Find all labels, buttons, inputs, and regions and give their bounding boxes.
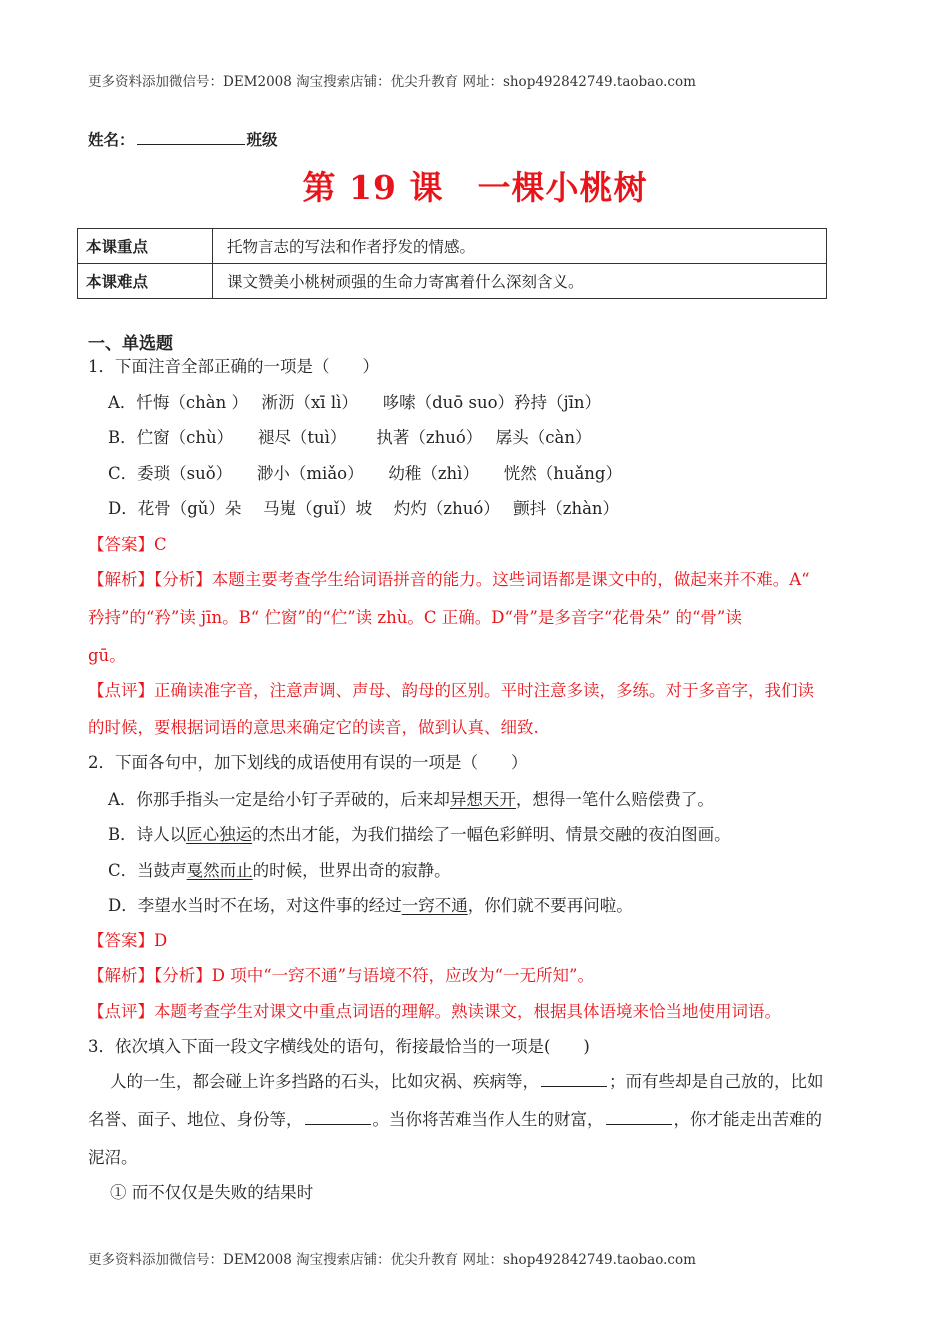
q3-item-1: ① 而不仅仅是失败的结果时 bbox=[110, 1183, 314, 1202]
q2-option-text: 的时候，世界出奇的寂静。 bbox=[252, 861, 451, 880]
q1-option-d: D．花骨（gǔ）朵 马嵬（guǐ）坡 灼灼（zhuó） 颤抖（zhàn） bbox=[108, 499, 620, 518]
q2-option-a bbox=[108, 786, 714, 810]
q1-stem: 1．下面注音全部正确的一项是（ ） bbox=[88, 357, 379, 376]
lesson-info-table bbox=[77, 228, 827, 299]
fill-blank[interactable] bbox=[541, 1072, 607, 1087]
q1-analysis-line-1: 【解析】【分析】本题主要考查学生给词语拼音的能力。这些词语都是课文中的，做起来并不难。A“ bbox=[88, 570, 810, 589]
fill-blank[interactable] bbox=[606, 1110, 672, 1125]
q1-answer: 【答案】C bbox=[88, 535, 167, 554]
key-point-value: 托物言志的写法和作者抒发的情感。 bbox=[213, 229, 827, 264]
underlined-idiom: 戛然而止 bbox=[186, 861, 253, 880]
page-header: 更多资料添加微信号：DEM2008 淘宝搜索店铺：优尖升教育 网址：shop492842749.taobao.com bbox=[88, 74, 696, 90]
q1-option-c: C．委琐（suǒ） 渺小（miǎo） 幼稚（zhì） 恍然（huǎng） bbox=[108, 464, 622, 483]
lesson-title: 第 19 课 一棵小桃树 bbox=[302, 168, 648, 207]
student-info-row bbox=[88, 128, 278, 150]
q2-option-c bbox=[108, 857, 451, 881]
q2-option-d bbox=[108, 892, 633, 916]
q2-option-text: 的杰出才能，为我们描绘了一幅色彩鲜明、情景交融的夜泊图画。 bbox=[252, 825, 731, 844]
q1-option-b: B．伫窗（chù） 褪尽（tuì） 执著（zhuó） 孱头（càn） bbox=[108, 428, 592, 447]
q2-analysis: 【解析】【分析】D 项中“一窍不通”与语境不符，应改为“一无所知”。 bbox=[88, 966, 594, 985]
q3-text: 。当你将苦难当作人生的财富， bbox=[372, 1110, 604, 1129]
q2-option-text: ，想得一笔什么赔偿费了。 bbox=[515, 790, 714, 809]
q1-analysis-line-3: gū。 bbox=[88, 646, 126, 665]
q1-analysis-line-2: 矜持”的“矜”读 jīn。B“ 伫窗”的“伫”读 zhù。C 正确。D“骨”是多音字“花骨朵” 的“骨”读 bbox=[88, 608, 742, 627]
q2-option-b bbox=[108, 821, 731, 845]
name-label: 姓名： bbox=[88, 130, 135, 149]
class-label: 班级 bbox=[246, 130, 278, 149]
q1-option-a: A．忏悔（chàn ） 淅沥（xī lì） 哆嗦（duō suo）矜持（jīn） bbox=[108, 393, 602, 412]
q3-text: ，你才能走出苦难的 bbox=[673, 1110, 822, 1129]
q2-option-text: B．诗人以 bbox=[108, 825, 187, 844]
q2-option-text: ，你们就不要再问啦。 bbox=[467, 896, 633, 915]
q3-text: 人的一生，都会碰上许多挡路的石头，比如灾祸、疾病等， bbox=[110, 1072, 539, 1091]
underlined-idiom: 一窍不通 bbox=[401, 896, 468, 915]
q2-stem: 2．下面各句中，加下划线的成语使用有误的一项是（ ） bbox=[88, 753, 528, 772]
difficulty-value: 课文赞美小桃树顽强的生命力寄寓着什么深刻含义。 bbox=[213, 264, 827, 299]
difficulty-label: 本课难点 bbox=[78, 264, 213, 299]
fill-blank[interactable] bbox=[305, 1110, 371, 1125]
table-row bbox=[78, 229, 827, 264]
key-point-label: 本课重点 bbox=[78, 229, 213, 264]
q3-paragraph-line-2 bbox=[88, 1106, 822, 1130]
q2-answer: 【答案】D bbox=[88, 931, 168, 950]
q1-comment-line-1: 【点评】正确读准字音，注意声调、声母、韵母的区别。平时注意多读，多练。对于多音字，我们读 bbox=[88, 681, 814, 700]
q3-stem: 3．依次填入下面一段文字横线处的语句，衔接最恰当的一项是( ) bbox=[88, 1037, 590, 1056]
q2-option-text: D．李望水当时不在场，对这件事的经过 bbox=[108, 896, 402, 915]
q3-paragraph-line-1 bbox=[110, 1068, 824, 1092]
underlined-idiom: 异想天开 bbox=[449, 790, 516, 809]
name-blank[interactable] bbox=[137, 130, 245, 145]
q2-comment: 【点评】本题考查学生对课文中重点词语的理解。熟读课文，根据具体语境来恰当地使用词语。 bbox=[88, 1002, 781, 1021]
section-title: 一、单选题 bbox=[88, 334, 173, 354]
q3-text: 名誉、面子、地位、身份等， bbox=[88, 1110, 303, 1129]
q3-text: ；而有些却是自己放的，比如 bbox=[609, 1072, 824, 1091]
page-footer: 更多资料添加微信号：DEM2008 淘宝搜索店铺：优尖升教育 网址：shop492842749.taobao.com bbox=[88, 1252, 696, 1268]
q2-option-text: A．你那手指头一定是给小钉子弄破的，后来却 bbox=[108, 790, 450, 809]
q2-option-text: C．当鼓声 bbox=[108, 861, 187, 880]
q1-comment-line-2: 的时候，要根据词语的意思来确定它的读音，做到认真、细致. bbox=[88, 718, 539, 737]
q3-paragraph-line-3: 泥沼。 bbox=[88, 1148, 138, 1167]
table-row bbox=[78, 264, 827, 299]
underlined-idiom: 匠心独运 bbox=[186, 825, 253, 844]
